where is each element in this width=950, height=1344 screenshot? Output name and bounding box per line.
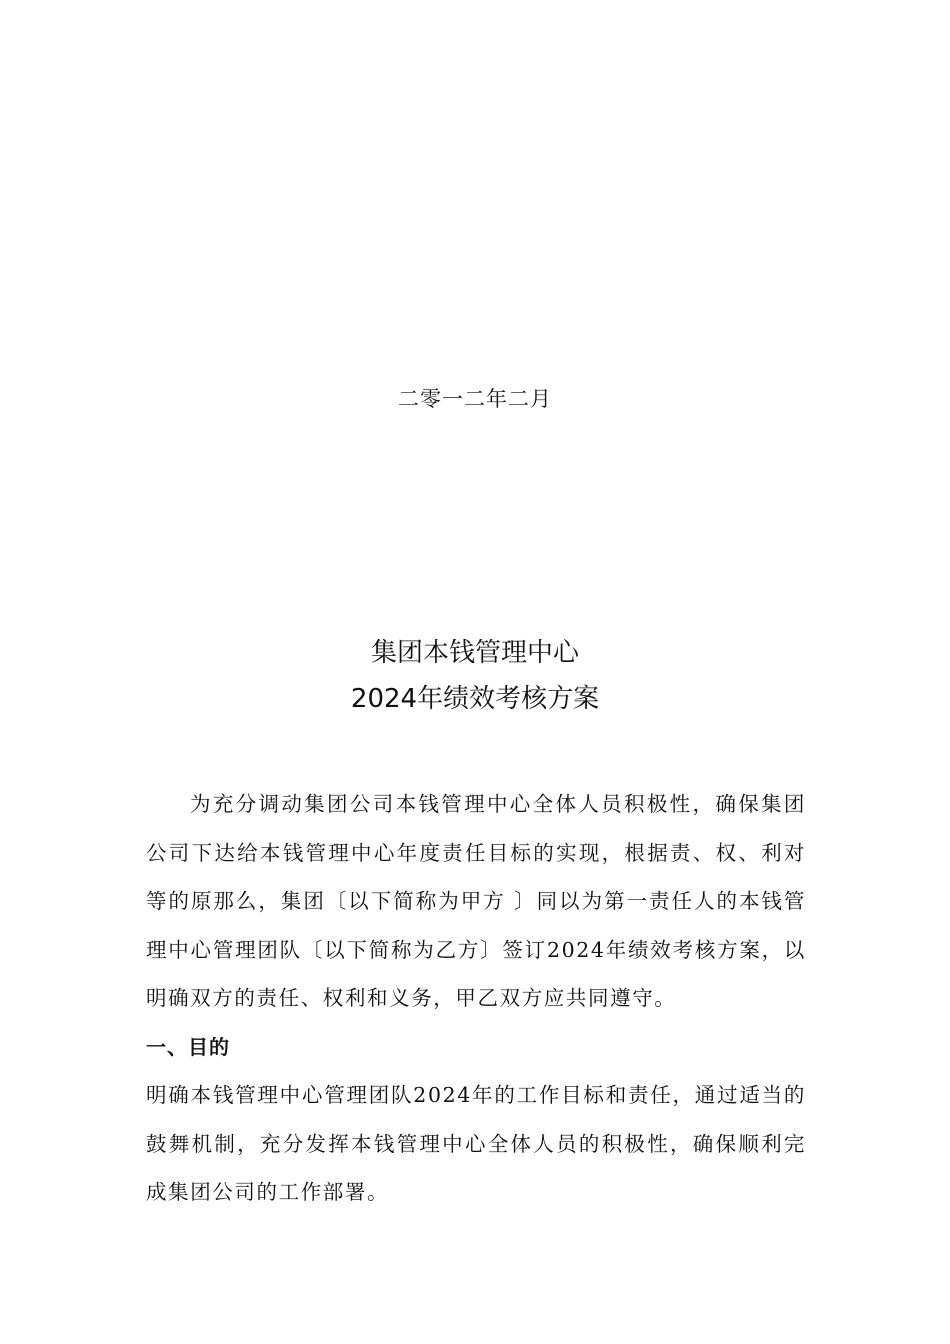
section-heading-purpose: 一、目的 [146,1034,230,1059]
document-body [146,780,806,1217]
intro-paragraph: 为充分调动集团公司本钱管理中心全体人员积极性，确保集团公司下达给本钱管理中心年度责任目标的实现，根据责、权、利对等的原那么，集团〔以下简称为甲方 〕同以为第一责任人的本钱管理中心管理团队〔以下简称为乙方〕签订2024年绩效考核方案，以明确双方的责任、权利和义务，甲乙双方应共同遵守。 [146,792,806,1010]
document-title [0,630,950,722]
document-date: 二零一二年二月 [398,387,552,411]
title-line-2: 2024年绩效考核方案 [350,684,600,714]
title-line-1: 集团本钱管理中心 [370,638,579,668]
purpose-paragraph: 明确本钱管理中心管理团队2024年的工作目标和责任，通过适当的鼓舞机制，充分发挥本钱管理中心全体人员的积极性，确保顺利完成集团公司的工作部署。 [146,1083,806,1204]
